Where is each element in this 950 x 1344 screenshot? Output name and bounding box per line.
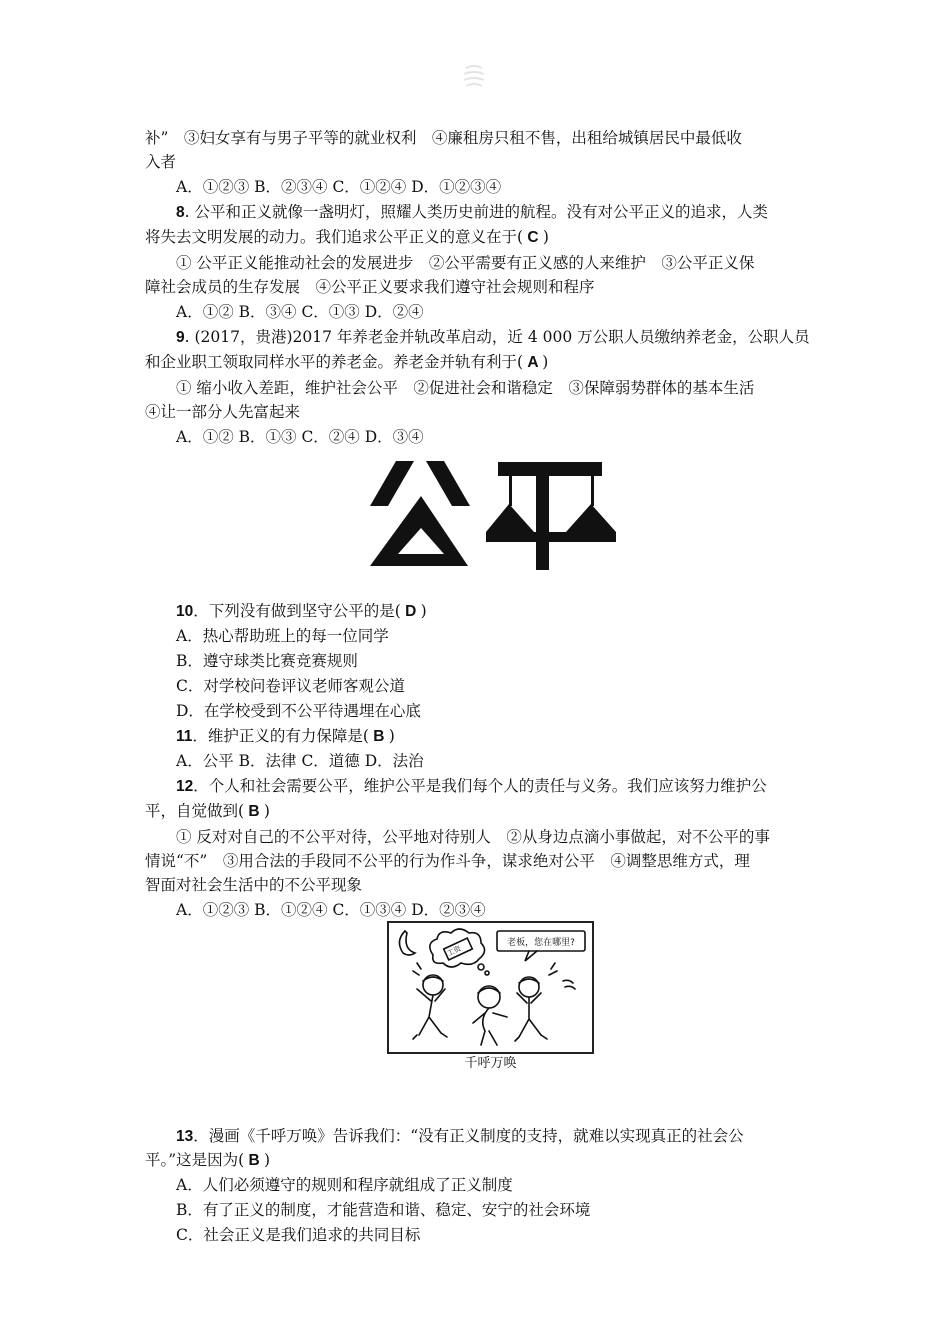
option-line: A．人们必须遵守的规则和程序就组成了正义制度 <box>176 1176 513 1194</box>
question-text: 平，自觉做到( <box>145 802 245 820</box>
question-number: 9 <box>176 329 185 346</box>
option-line: B．有了正义的制度，才能营造和谐、稳定、安宁的社会环境 <box>176 1201 591 1219</box>
answer-mark: B <box>244 1152 265 1169</box>
answer-mark: C <box>523 229 543 246</box>
question-text: ．下列没有做到坚守公平的是( <box>193 602 401 620</box>
watermark-icon <box>460 62 488 92</box>
question-9 <box>176 325 810 350</box>
question-10: 10．下列没有做到坚守公平的是( D ) <box>176 602 427 620</box>
speech-bubble-text: 老板，您在哪里? <box>507 938 575 948</box>
choices-line: A．①② B．③④ C．①③ D．②④ <box>176 303 424 321</box>
question-text: . 公平和正义就像一盏明灯，照耀人类历史前进的航程。没有对公平正义的追求，人类 <box>184 203 768 221</box>
fairness-scale-logo <box>366 456 616 571</box>
option-line: 障社会成员的生存发展 ④公平正义要求我们遵守社会规则和程序 <box>145 278 595 296</box>
question-13 <box>176 1124 810 1149</box>
option-line: 情说“不” ③用合法的手段同不公平的行为作斗争，谋求绝对公平 ④调整思维方式，理 <box>145 852 750 870</box>
question-11: 11．维护正义的有力保障是( B ) <box>176 727 395 745</box>
choices-line: A．公平 B．法律 C．道德 D．法治 <box>176 752 424 770</box>
question-number: 10 <box>176 603 194 620</box>
choices-line: A．①② B．①③ C．②④ D．③④ <box>176 428 424 446</box>
option-line: ④让一部分人先富起来 <box>145 403 301 421</box>
text-line: 入者 <box>145 153 177 171</box>
option-line: C．对学校问卷评议老师客观公道 <box>176 677 405 695</box>
answer-mark: B <box>368 728 389 745</box>
question-8 <box>176 200 810 225</box>
question-13-cont: 平。”这是因为( B ) <box>145 1151 271 1169</box>
option-line: ① 缩小收入差距，维护社会公平 ②促进社会和谐稳定 ③保障弱势群体的基本生活 <box>176 379 755 397</box>
text-line: 补” ③妇女享有与男子平等的就业权利 ④廉租房只租不售，出租给城镇居民中最低收 <box>145 129 742 147</box>
question-number: 12 <box>176 778 194 795</box>
option-line: D．在学校受到不公平待遇埋在心底 <box>176 702 421 720</box>
choices-line: A．①②③ B．②③④ C．①②④ D．①②③④ <box>176 178 502 196</box>
option-line: 智面对社会生活中的不公平现象 <box>145 876 363 894</box>
option-line: B．遵守球类比赛竞赛规则 <box>176 652 358 670</box>
choices-line: A．①②③ B．①②④ C．①③④ D．②③④ <box>176 901 486 919</box>
question-number: 8 <box>176 204 185 221</box>
question-text: ．漫画《千呼万唤》告诉我们：“没有正义制度的支持，就难以实现真正的社会公 <box>193 1127 744 1145</box>
question-8-cont: 将失去文明发展的动力。我们追求公平正义的意义在于( C ) <box>145 228 549 246</box>
question-12 <box>176 774 810 799</box>
question-text: 和企业职工领取同样水平的养老金。养老金并轨有利于( <box>145 353 524 371</box>
question-number: 13 <box>176 1128 194 1145</box>
question-text: 将失去文明发展的动力。我们追求公平正义的意义在于( <box>145 228 524 246</box>
option-line: A．热心帮助班上的每一位同学 <box>176 627 389 645</box>
question-text: ．维护正义的有力保障是( <box>192 727 369 745</box>
answer-mark: A <box>523 354 543 371</box>
cartoon-illustration <box>387 921 594 1054</box>
question-9-cont: 和企业职工领取同样水平的养老金。养老金并轨有利于( A ) <box>145 353 549 371</box>
answer-mark: B <box>244 803 264 820</box>
answer-mark: D <box>400 603 421 620</box>
option-line: C．社会正义是我们追求的共同目标 <box>176 1226 421 1244</box>
option-line: ① 公平正义能推动社会的发展进步 ②公平需要有正义感的人来维护 ③公平正义保 <box>176 254 755 272</box>
option-line: ① 反对对自己的不公平对待，公平地对待别人 ②从身边点滴小事做起，对不公平的事 <box>176 828 770 846</box>
cartoon-caption: 千呼万唤 <box>464 1056 517 1071</box>
thought-bubble-text: 工资 <box>446 944 463 958</box>
question-number: 11 <box>176 728 193 745</box>
question-12-cont: 平，自觉做到( B ) <box>145 802 270 820</box>
question-text: 平。”这是因为( <box>145 1151 245 1169</box>
question-text: . (2017，贵港)2017 年养老金并轨改革启动，近 4 000 万公职人员缴纳养老金，公职人员 <box>184 328 810 346</box>
cartoon-drawing <box>389 923 592 1052</box>
question-text: ．个人和社会需要公平，维护公平是我们每个人的责任与义务。我们应该努力维护公 <box>193 777 767 795</box>
